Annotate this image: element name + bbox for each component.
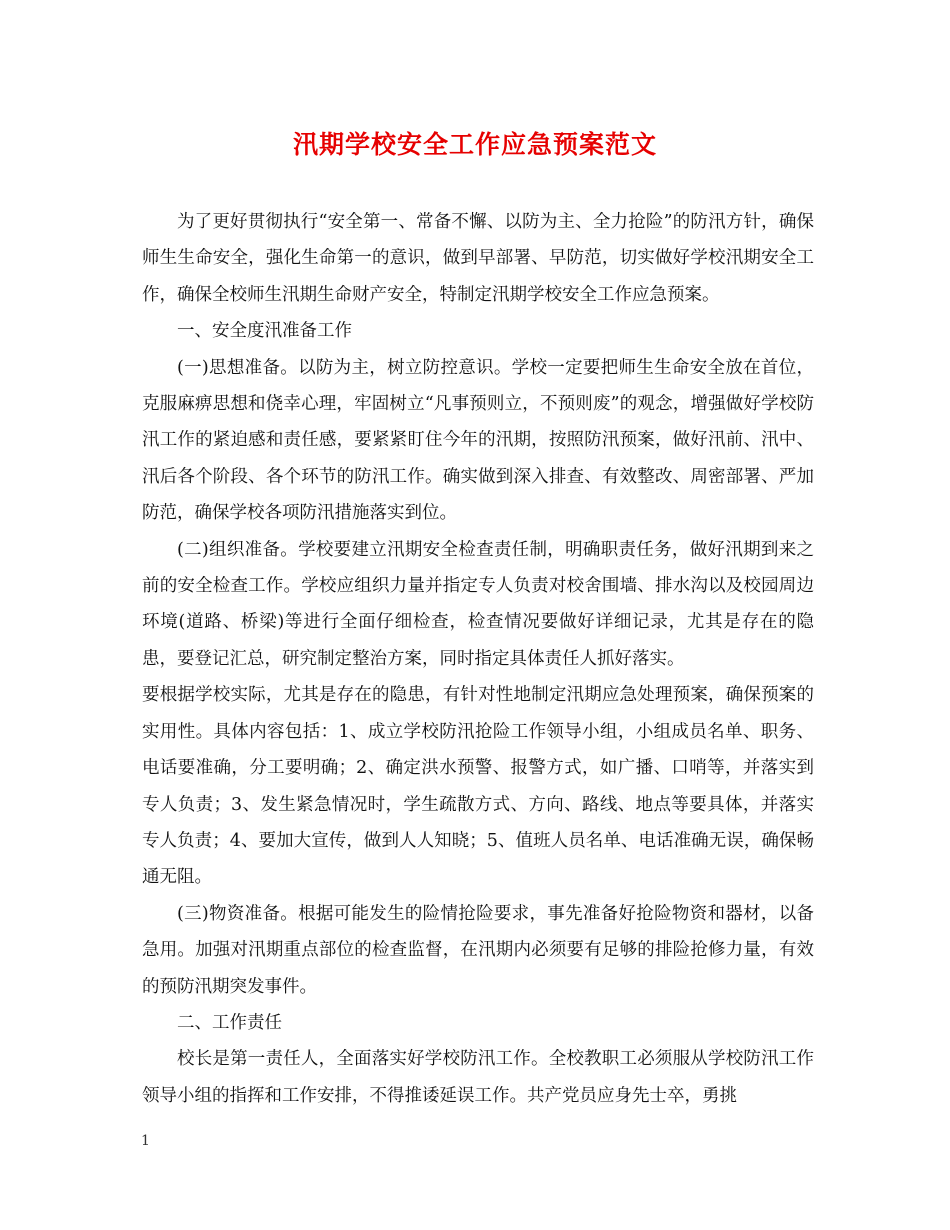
paragraph-ideological-preparation: (一)思想准备。以防为主，树立防控意识。学校一定要把师生生命安全放在首位，克服麻痹思想和侥幸心理，牢固树立“凡事预则立，不预则废”的观念，增强做好学校防汛工作的紧迫感和责任感，要紧紧盯住今年的汛期，按照防汛预案，做好汛前、汛中、汛后各个阶段、各个环节的防汛工作。确实做到深入排查、有效整改、周密部署、严加防范，确保学校各项防汛措施落实到位。 [142,357,814,524]
page-number: 1 [141,1133,150,1149]
document-title: 汛期学校安全工作应急预案范文 [292,130,657,159]
paragraph-emergency-plan: 要根据学校实际，尤其是存在的隐患，有针对性地制定汛期应急处理预案，确保预案的实用性。具体内容包括：1、成立学校防汛抢险工作领导小组，小组成员名单、职务、电话要准确，分工要明确；2、确定洪水预警、报警方式，如广播、口哨等，并落实到专人负责；3、发生紧急情况时，学生疏散方式、方向、路线、地点等要具体，并落实专人负责；4、要加大宣传，做到人人知晓；5、值班人员名单、电话准确无误，确保畅通无阻。 [142,685,814,888]
section-heading-2: 二、工作责任 [177,1012,282,1033]
paragraph-responsibility: 校长是第一责任人，全面落实好学校防汛工作。全校教职工必须服从学校防汛工作领导小组的指挥和工作安排，不得推诿延误工作。共产党员应身先士卒，勇挑 [142,1049,814,1106]
document-body [142,204,814,1114]
paragraph-material-preparation: (三)物资准备。根据可能发生的险情抢险要求，事先准备好抢险物资和器材，以备急用。加强对汛期重点部位的检查监督，在汛期内必须要有足够的排险抢修力量，有效的预防汛期突发事件。 [142,903,814,997]
paragraph-intro: 为了更好贯彻执行“安全第一、常备不懈、以防为主、全力抢险”的防汛方针，确保师生生命安全，强化生命第一的意识，做到早部署、早防范，切实做好学校汛期安全工作，确保全校师生汛期生命财产安全，特制定汛期学校安全工作应急预案。 [142,212,814,305]
section-heading-1: 一、安全度汛准备工作 [177,321,352,342]
paragraph-organizational-preparation: (二)组织准备。学校要建立汛期安全检查责任制，明确职责任务，做好汛期到来之前的安全检查工作。学校应组织力量并指定专人负责对校舍围墙、排水沟以及校园周边环境(道路、桥梁)等进行全面仔细检查，检查情况要做好详细记录，尤其是存在的隐患，要登记汇总，研究制定整治方案，同时指定具体责任人抓好落实。 [142,539,814,669]
